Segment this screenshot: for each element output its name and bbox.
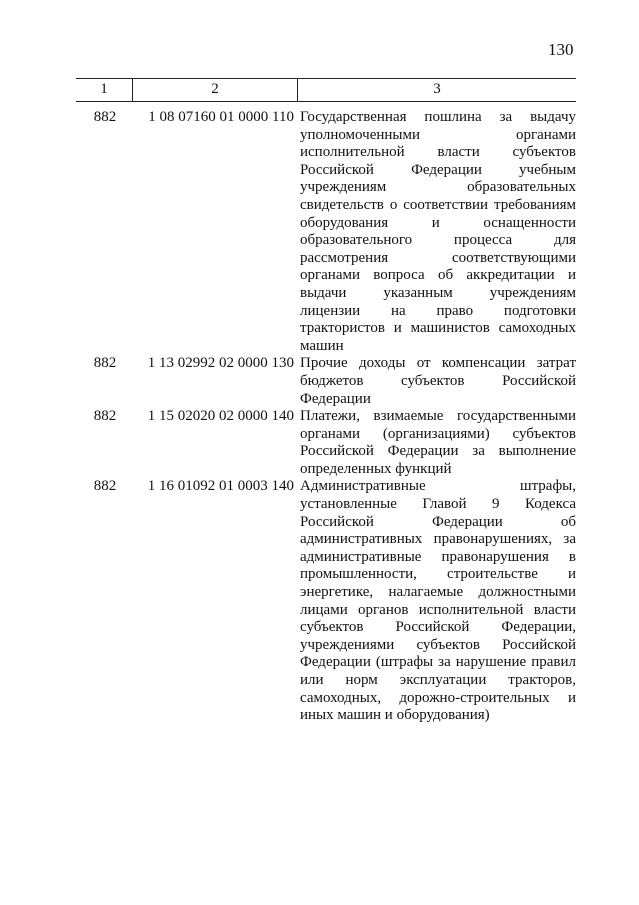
admin-code-cell: 882 <box>93 109 117 125</box>
description-line: административные правонарушения в <box>300 548 576 565</box>
description-line: Государственная пошлина за выдачу <box>300 109 576 125</box>
revenue-table <box>76 78 576 724</box>
description-line: промышленности, строительстве и <box>300 566 576 583</box>
kbk-code-cell <box>134 478 300 724</box>
description-line: административных правонарушениях, за <box>300 531 576 548</box>
description-line: органами (организациями) субъектов <box>300 425 576 442</box>
description-line: определенных функций <box>300 460 452 477</box>
header-col-1: 1 <box>100 81 108 97</box>
description-line: уполномоченными органами <box>300 126 576 143</box>
description-line: энергетике, налагаемые должностными <box>300 584 576 601</box>
description-line: трактористов и машинистов самоходных <box>300 320 576 337</box>
kbk-code-cell <box>134 408 300 478</box>
header-col-3: 3 <box>433 81 441 97</box>
admin-code-cell: 882 <box>93 355 117 372</box>
kbk-code-cell <box>134 355 300 408</box>
description-line: лицами органов исполнительной власти <box>300 601 576 618</box>
page-number: 130 <box>548 40 574 59</box>
description-line: Российской Федерации учебным <box>300 161 576 178</box>
table-row <box>76 109 576 355</box>
description-line: Прочие доходы от компенсации затрат <box>300 355 576 372</box>
description-line: Российской Федерации за выполнение <box>300 443 576 460</box>
description-line: оборудования и оснащенности <box>300 214 576 231</box>
admin-code-cell: 882 <box>93 478 117 495</box>
description-cell <box>300 478 576 724</box>
description-line: машин <box>300 337 344 354</box>
description-line: органами вопроса об аккредитации и <box>300 267 576 284</box>
admin-code-cell: 882 <box>93 408 117 425</box>
description-cell <box>300 408 576 478</box>
kbk-code-cell <box>134 109 300 355</box>
table-row <box>76 355 576 408</box>
description-line: Платежи, взимаемые государственными <box>300 408 576 425</box>
description-line: образовательного процесса для <box>300 232 576 249</box>
kbk-code-text: 1 08 07160 01 0000 110 <box>148 109 294 125</box>
description-line: бюджетов субъектов Российской <box>300 372 576 389</box>
kbk-code-text: 1 13 02992 02 0000 130 <box>147 355 294 372</box>
description-line: Административные штрафы, <box>300 478 576 495</box>
description-line: лицензии на право подготовки <box>300 302 576 319</box>
description-line: выдачи указанным учреждениям <box>300 284 576 301</box>
description-line: иных машин и оборудования) <box>300 707 490 724</box>
description-line: учреждениям образовательных <box>300 179 576 196</box>
description-line: исполнительной власти субъектов <box>300 144 576 161</box>
description-line: самоходных, дорожно-строительных и <box>300 689 576 706</box>
table-row <box>76 478 576 724</box>
kbk-code-text: 1 15 02020 02 0000 140 <box>147 408 294 425</box>
description-line: Российской Федерации об <box>300 513 576 530</box>
table-row <box>76 408 576 478</box>
description-line: установленные Главой 9 Кодекса <box>300 496 576 513</box>
table-body <box>76 109 576 725</box>
description-cell <box>300 109 576 355</box>
description-line: субъектов Российской Федерации, <box>300 619 576 636</box>
description-line: свидетельств о соответствии требованиям <box>300 196 576 213</box>
description-line: Федерации <box>300 390 371 407</box>
kbk-code-text: 1 16 01092 01 0003 140 <box>147 478 294 495</box>
table-header <box>76 78 576 102</box>
description-line: рассмотрения соответствующими <box>300 249 576 266</box>
description-cell <box>300 355 576 408</box>
header-col-2: 2 <box>211 81 219 97</box>
description-line: Федерации (штрафы за нарушение правил <box>300 654 576 671</box>
description-line: или норм эксплуатации тракторов, <box>300 672 576 688</box>
description-line: учреждениями субъектов Российской <box>300 636 576 653</box>
